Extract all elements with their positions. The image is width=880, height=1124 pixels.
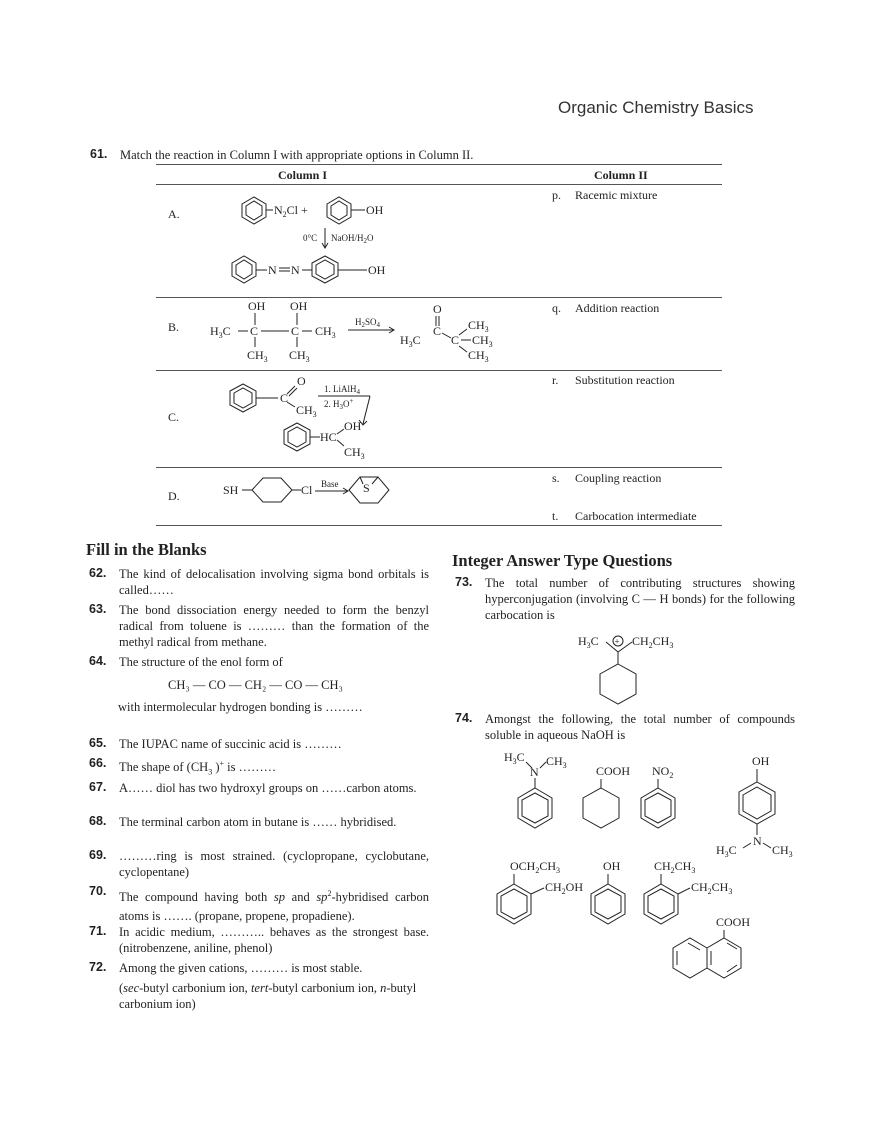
svg-text:S: S xyxy=(363,481,370,495)
enol-formula: CH₃ — CO — CH₂ — CO — CH₃ xyxy=(168,678,343,692)
row-letter-d: D. xyxy=(168,489,180,503)
option-key-p: p. xyxy=(552,188,561,202)
naphthalene-ring xyxy=(707,938,741,978)
question-number: 69. xyxy=(89,848,107,862)
svg-text:CH3: $CH_3$ xyxy=(296,403,317,419)
benzene-ring xyxy=(518,788,552,828)
benzene-ring xyxy=(591,884,625,924)
svg-text:CH2OH: $CH_2OH$ xyxy=(545,880,584,896)
reaction-c-diagram xyxy=(220,372,400,464)
svg-text:Cl: Cl xyxy=(301,483,313,497)
svg-text:N: N xyxy=(268,263,277,277)
svg-text:CH3: $CH_3$ xyxy=(344,445,365,461)
question-65 xyxy=(89,736,429,752)
svg-text:1. LiAlH4: 1. LiAlH$_4$ xyxy=(324,384,360,396)
svg-text:N: N xyxy=(753,834,762,848)
cyclohexane-ring xyxy=(600,664,636,704)
svg-text:CH3: $CH_3$ xyxy=(289,348,310,364)
cyclohexane-ring xyxy=(252,478,292,502)
question-number: 61. xyxy=(90,147,108,161)
fill-blanks-heading: Fill in the Blanks xyxy=(86,540,207,559)
question-73 xyxy=(455,575,795,623)
question-70 xyxy=(89,884,429,926)
svg-text:NaOH/H2O: NaOH/$H_2O$ xyxy=(331,233,374,245)
svg-text:C: C xyxy=(250,324,259,338)
svg-text:OH: OH xyxy=(248,299,266,313)
svg-text:OH: OH xyxy=(366,203,384,217)
svg-text:HC: HC xyxy=(320,430,337,444)
option-text-p: Racemic mixture xyxy=(575,188,658,202)
question-61 xyxy=(90,147,730,163)
question-text: The terminal carbon atom in butane is …… hybridised. xyxy=(119,815,397,829)
svg-text:H3C: $H_3C$ xyxy=(400,333,421,349)
svg-text:CH3: $CH_3$ xyxy=(247,348,268,364)
benzene-inner xyxy=(522,793,548,823)
reaction-d-diagram xyxy=(220,470,400,522)
benzene-inner xyxy=(234,388,252,408)
question-number: 66. xyxy=(89,756,107,770)
svg-text:H2SO4: $H_2SO_4$ xyxy=(355,317,381,329)
question-number: 62. xyxy=(89,566,107,580)
svg-text:COOH: COOH xyxy=(596,764,631,778)
svg-text:C: C xyxy=(280,391,289,405)
question-text: The total number of contributing structures showing hyperconjugation (involving C — H bonds) for the following carbocation is xyxy=(485,576,795,622)
question-text: The shape of ($CH_3$ )+ is ……… xyxy=(119,759,277,777)
benzene-ring xyxy=(497,884,531,924)
reaction-a-diagram xyxy=(215,190,395,290)
question-text: The kind of delocalisation involving sigma bond orbitals is called…… xyxy=(119,567,429,597)
question-64 xyxy=(89,654,429,670)
svg-text:OH: OH xyxy=(368,263,386,277)
svg-text:N: N xyxy=(291,263,300,277)
integer-heading: Integer Answer Type Questions xyxy=(452,551,673,570)
svg-text:CH2CH3: $CH_2CH_3$ xyxy=(632,634,674,650)
svg-text:N: N xyxy=(530,765,539,779)
question-71 xyxy=(89,924,429,956)
option-text-r: Substitution reaction xyxy=(575,373,675,387)
question-text: Among the given cations, ……… is most stable. (sec-butyl carbonium ion, tert-butyl carbonium ion, n-butyl carbonium ion) xyxy=(119,961,417,1011)
svg-text:OH: OH xyxy=(344,419,362,433)
row-letter-a: A. xyxy=(168,207,180,221)
svg-text:N2Cl +: $N_2Cl$ + xyxy=(274,203,308,219)
option-text-q: Addition reaction xyxy=(575,301,660,315)
question-number: 67. xyxy=(89,780,107,794)
svg-text:O: O xyxy=(297,374,306,388)
svg-text:SH: SH xyxy=(223,483,239,497)
question-number: 63. xyxy=(89,602,107,616)
question-text: In acidic medium, ……….. behaves as the strongest base. (nitrobenzene, aniline, phenol) xyxy=(119,925,429,955)
benzene-inner xyxy=(648,889,674,919)
question-text: The IUPAC name of succinic acid is ……… xyxy=(119,737,342,751)
question-63 xyxy=(89,602,429,650)
question-74 xyxy=(455,711,795,743)
benzene-inner xyxy=(246,201,262,220)
question-text: The bond dissociation energy needed to form the benzyl radical from toluene is ……… than the formation of the methyl radical from methane. xyxy=(119,603,429,649)
benzene-ring xyxy=(739,782,775,824)
option-key-r: r. xyxy=(552,373,559,387)
question-text: The structure of the enol form of xyxy=(119,655,283,669)
svg-text:H3C: $H_3C$ xyxy=(210,324,231,340)
column-2-heading: Column II xyxy=(594,168,648,182)
cyclohexane-ring xyxy=(583,788,619,828)
option-key-q: q. xyxy=(552,301,561,315)
page-header-title: Organic Chemistry Basics xyxy=(558,98,754,117)
column-1-heading: Column I xyxy=(278,168,328,182)
svg-text:CH2CH3: $CH_2CH_3$ xyxy=(654,859,696,875)
benzene-ring xyxy=(644,884,678,924)
svg-text:H3C: $H_3C$ xyxy=(716,843,737,859)
question-number: 68. xyxy=(89,814,107,828)
svg-text:COOH: COOH xyxy=(716,915,751,929)
benzene-inner xyxy=(501,889,527,919)
svg-text:C: C xyxy=(291,324,300,338)
table-row-rule xyxy=(156,467,722,468)
svg-text:CH3: $CH_3$ xyxy=(468,348,489,364)
benzene-inner xyxy=(743,787,771,819)
svg-text:O: O xyxy=(433,302,442,316)
svg-text:CH3: $CH_3$ xyxy=(472,333,493,349)
question-68 xyxy=(89,814,429,830)
svg-text:H3C: $H_3C$ xyxy=(504,750,525,766)
reaction-b-diagram xyxy=(205,297,505,367)
svg-text:NO2: $NO_2$ xyxy=(652,764,674,780)
question-number: 64. xyxy=(89,654,107,668)
question-text: Amongst the following, the total number of compounds soluble in aqueous NaOH is xyxy=(485,712,795,742)
svg-text:OCH2CH3: $OCH_2CH_3$ xyxy=(510,859,561,875)
svg-text:C: C xyxy=(451,333,460,347)
question-number: 71. xyxy=(89,924,107,938)
svg-text:OH: OH xyxy=(752,754,770,768)
benzene-inner xyxy=(595,889,621,919)
svg-text:CH3: $CH_3$ xyxy=(315,324,336,340)
row-letter-c: C. xyxy=(168,410,180,424)
table-top-rule xyxy=(156,164,722,165)
svg-text:OH: OH xyxy=(290,299,308,313)
benzene-inner xyxy=(331,201,347,220)
table-row-rule xyxy=(156,370,722,371)
question-69 xyxy=(89,848,429,880)
svg-text:CH3: $CH_3$ xyxy=(546,754,567,770)
svg-text:Base: Base xyxy=(321,479,339,489)
svg-text:CH3: $CH_3$ xyxy=(772,843,793,859)
benzene-inner xyxy=(288,427,306,447)
question-text: ………ring is most strained. (cyclopropane, cyclobutane, cyclopentane) xyxy=(119,849,429,879)
question-72 xyxy=(89,960,429,1012)
question-62 xyxy=(89,566,429,598)
question-66 xyxy=(89,756,429,781)
svg-text:0°C: 0°C xyxy=(303,233,318,243)
benzene-inner xyxy=(316,260,334,279)
carbocation-structure xyxy=(570,628,700,706)
question-text: The compound having both sp and $sp^2$-hybridised carbon atoms is ……. (propane, propene, propadiene). xyxy=(119,889,429,924)
option-text-t: Carbocation intermediate xyxy=(575,509,697,523)
question-text: A…… diol has two hydroxyl groups on ……carbon atoms. xyxy=(119,781,417,795)
svg-text:H3C: $H_3C$ xyxy=(578,634,599,650)
svg-text:OH: OH xyxy=(603,859,621,873)
question-67 xyxy=(89,780,429,796)
benzene-ring xyxy=(641,788,675,828)
svg-text:CH2CH3: $CH_2CH_3$ xyxy=(691,880,733,896)
benzene-inner xyxy=(236,260,252,279)
benzene-inner xyxy=(645,793,671,823)
question-number: 74. xyxy=(455,711,473,725)
question-number: 70. xyxy=(89,884,107,898)
option-key-s: s. xyxy=(552,471,560,485)
row-letter-b: B. xyxy=(168,320,180,334)
option-text-s: Coupling reaction xyxy=(575,471,662,485)
table-header-rule xyxy=(156,184,722,185)
svg-text:+: + xyxy=(614,636,620,647)
compounds-diagram xyxy=(490,748,810,983)
svg-text:2. H3O+: 2. $H_3O^+$ xyxy=(324,397,354,411)
question-text: Match the reaction in Column I with appropriate options in Column II. xyxy=(120,148,474,162)
svg-text:CH3: $CH_3$ xyxy=(468,318,489,334)
question-number: 73. xyxy=(455,575,473,589)
svg-text:C: C xyxy=(433,324,442,338)
question-text: with intermolecular hydrogen bonding is ……… xyxy=(118,700,363,714)
table-bottom-rule xyxy=(156,525,722,526)
question-number: 65. xyxy=(89,736,107,750)
question-number: 72. xyxy=(89,960,107,974)
option-key-t: t. xyxy=(552,509,559,523)
